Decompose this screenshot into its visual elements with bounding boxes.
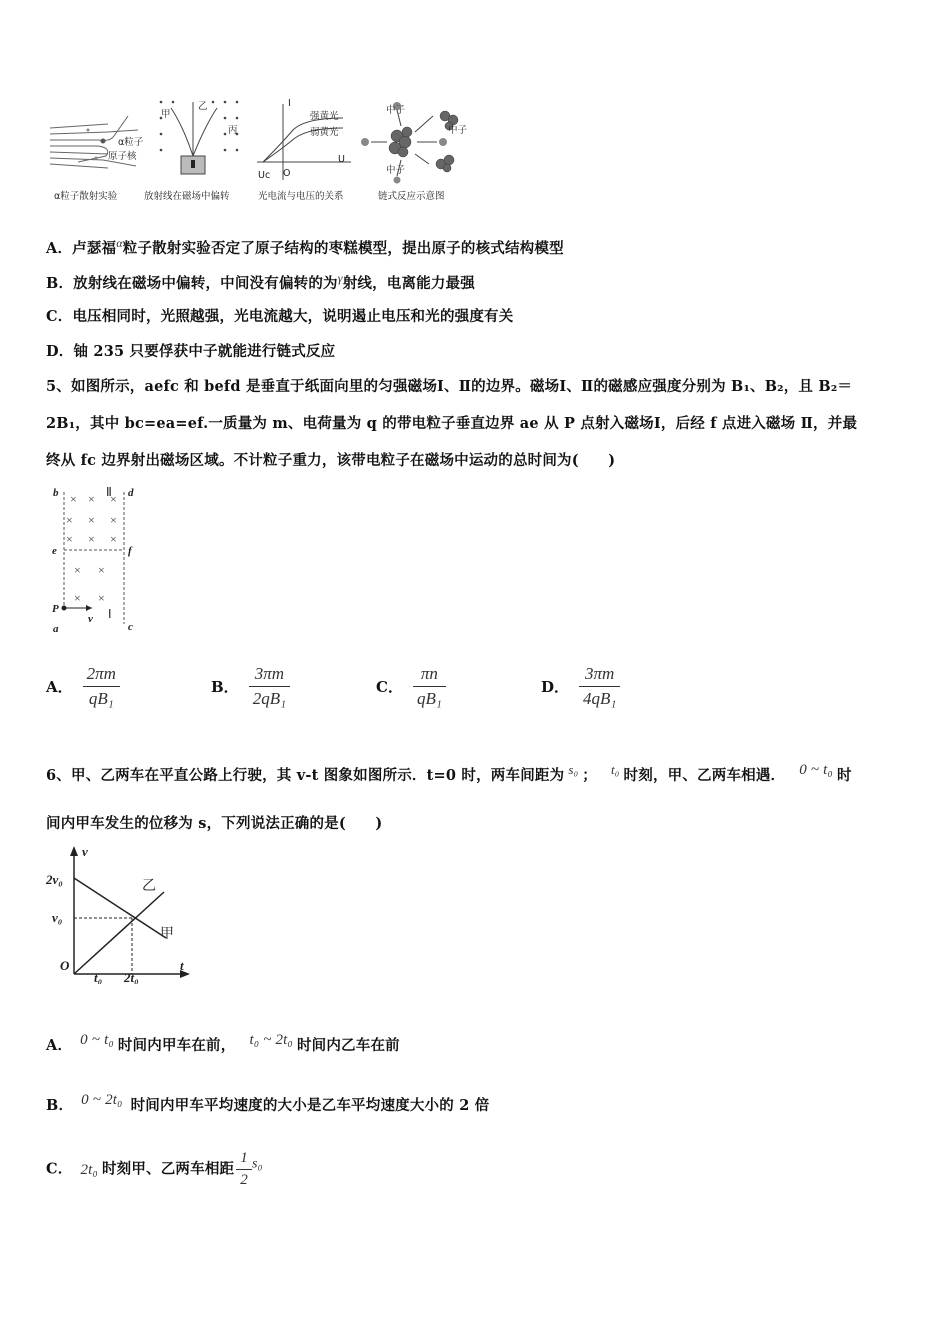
q6-option-c: [46, 1150, 263, 1189]
cross: ×: [66, 513, 73, 527]
q4-option-b: [46, 271, 475, 293]
q6-text: 6、甲、乙两车在平直公路上行驶，其 v-t 图象如图所示．t=0 时，两车间距为: [46, 766, 565, 784]
choice-label: A．: [46, 678, 73, 696]
velocity-v: v: [88, 613, 93, 625]
label-origin-o: O: [283, 168, 291, 179]
q5-choice-b[interactable]: [211, 664, 290, 709]
label-strong-light: 强黄光: [310, 111, 339, 122]
region-2-label: Ⅱ: [106, 485, 112, 499]
q6-stem-line2: 间内甲车发生的位移为 s，下列说法正确的是( ): [46, 815, 383, 832]
figure-row: [48, 96, 478, 206]
math-range: t₀ ~ 2t₀: [249, 1032, 293, 1048]
q5-stem-line3: 终从 fc 边界射出磁场区域。不计粒子重力，该带电粒子在磁场中运动的总时间为( ): [46, 452, 616, 469]
option-label: B．: [46, 1096, 74, 1114]
option-text: 电压相同时，光照越强，光电流越大，说明遏止电压和光的强度有关: [72, 308, 514, 325]
label-neutron-right: 中子: [448, 125, 468, 136]
fraction: [579, 664, 620, 709]
denominator: qB₁: [416, 689, 442, 708]
option-label: A．: [46, 1036, 73, 1054]
math-gamma: γ: [337, 271, 343, 285]
region-1-label: Ⅰ: [108, 607, 112, 621]
label-alpha-particle: α粒子: [118, 137, 144, 148]
numerator: 3πm: [249, 664, 290, 687]
axis-t-label: t: [180, 958, 184, 973]
tick-v0: v₀: [52, 910, 63, 925]
math-range-0-t0: 0 ~ t₀: [799, 762, 833, 778]
numerator: 1: [236, 1150, 252, 1170]
tick-2v0: 2v₀: [46, 872, 63, 887]
line-label-jia: 甲: [160, 927, 174, 942]
cross: ×: [74, 591, 81, 605]
cross: ×: [110, 513, 117, 527]
label-bing: 丙: [228, 125, 238, 136]
label-current: I: [288, 98, 291, 109]
math-range: 0 ~ t₀: [80, 1032, 114, 1048]
cross: ×: [70, 492, 77, 506]
q6-option-b: [46, 1092, 489, 1115]
cross: ×: [98, 591, 105, 605]
label-jia: 甲: [161, 109, 171, 120]
point-b: b: [53, 487, 59, 499]
option-label: B．: [46, 274, 74, 292]
numerator: 2πm: [83, 664, 120, 687]
numerator: πn: [413, 664, 446, 687]
tick-t0: t₀: [94, 970, 103, 984]
cross: ×: [74, 563, 81, 577]
q5-choice-d[interactable]: [541, 664, 620, 709]
math-s0: s₀: [568, 762, 579, 777]
cross: ×: [88, 492, 95, 506]
cross: ×: [88, 513, 95, 527]
axis-v-label: v: [82, 844, 88, 859]
math-s0: s₀: [251, 1156, 263, 1172]
fraction: [83, 664, 120, 709]
caption-radiation-deflection: 放射线在磁场中偏转: [144, 191, 230, 202]
cross: ×: [110, 492, 117, 506]
q5-choice-c[interactable]: [376, 664, 446, 709]
option-label: A．: [46, 239, 73, 257]
option-text: 时间内甲车在前，: [117, 1036, 236, 1054]
q4-option-a: [46, 236, 564, 258]
origin-label: O: [60, 958, 70, 973]
line-label-yi: 乙: [142, 879, 156, 894]
q6-text: ；: [582, 766, 597, 784]
cross: ×: [88, 532, 95, 546]
tick-2t0: 2t₀: [124, 970, 139, 984]
point-e: e: [52, 545, 57, 557]
point-a: a: [53, 623, 59, 635]
option-text: 射线，电离能力最强: [342, 274, 476, 292]
option-label: D．: [46, 343, 74, 360]
option-text: 放射线在磁场中偏转，中间没有偏转的为: [73, 274, 338, 292]
fraction: [249, 664, 290, 709]
label-nucleus: 原子核: [108, 151, 137, 162]
point-d: d: [128, 487, 134, 499]
q5-stem-line2: 2B₁，其中 bc=ea=ef.一质量为 m、电荷量为 q 的带电粒子垂直边界 ae 从 P 点射入磁场Ⅰ，后经 f 点进入磁场 Ⅱ，并最: [46, 415, 858, 432]
label-voltage: U: [338, 154, 345, 165]
caption-alpha-scattering: α粒子散射实验: [54, 191, 118, 202]
math-alpha: α: [116, 236, 123, 250]
math-2t0: 2t₀: [80, 1161, 98, 1178]
chain-reaction-figure: [353, 102, 473, 184]
q6-vt-graph: [46, 842, 196, 984]
point-f: f: [128, 545, 132, 557]
denominator: 2: [240, 1172, 248, 1188]
option-text: 卢瑟福: [72, 239, 117, 257]
fraction: [413, 664, 446, 709]
denominator: 4qB₁: [583, 689, 617, 708]
fraction-half: [236, 1150, 252, 1189]
cross: ×: [110, 532, 117, 546]
label-neutron-top: 中子: [386, 105, 406, 116]
point-p: P: [52, 603, 59, 615]
label-weak-light: 弱黄光: [310, 127, 339, 138]
option-text: 时间内甲车平均速度的大小是乙车平均速度大小的 2 倍: [130, 1096, 490, 1114]
option-label: C．: [46, 308, 73, 325]
caption-chain-reaction: 链式反应示意图: [378, 191, 445, 202]
math-range: 0 ~ 2t₀: [81, 1092, 123, 1108]
cross: ×: [98, 563, 105, 577]
option-text: 时间内乙车在前: [296, 1036, 400, 1054]
q5-choice-a[interactable]: [46, 664, 120, 709]
q6-option-a: [46, 1032, 400, 1055]
option-text: 铀 235 只要俘获中子就能进行链式反应: [73, 343, 336, 360]
q5-stem-line1: 5、如图所示，aefc 和 befd 是垂直于纸面向里的匀强磁场Ⅰ、Ⅱ的边界。磁场Ⅰ、Ⅱ的磁感应强度分别为 B₁、B₂，且 B₂＝: [46, 378, 853, 395]
label-uc: Uc: [258, 170, 271, 181]
denominator: 2qB₁: [252, 689, 286, 708]
label-neutron-bottom: 中子: [386, 165, 406, 176]
numerator: 3πm: [579, 664, 620, 687]
q6-text: 时刻，甲、乙两车相遇．: [623, 766, 786, 784]
math-t0: t₀: [611, 762, 620, 777]
choice-label: C．: [376, 678, 403, 696]
option-text: 时刻甲、乙两车相距: [101, 1160, 235, 1178]
label-yi: 乙: [198, 101, 208, 112]
option-label: C．: [46, 1160, 73, 1178]
cross: ×: [66, 532, 73, 546]
denominator: qB₁: [88, 689, 114, 708]
q4-option-c: [46, 305, 513, 326]
choice-label: B．: [211, 678, 239, 696]
q5-field-figure: [48, 484, 148, 636]
q6-stem-line1: [46, 762, 852, 785]
q6-text: 时: [836, 766, 852, 784]
option-text: 粒子散射实验否定了原子结构的枣糕模型，提出原子的核式结构模型: [122, 239, 564, 257]
choice-label: D．: [541, 678, 570, 696]
caption-photocurrent: 光电流与电压的关系: [258, 191, 344, 202]
q4-option-d: [46, 340, 335, 361]
point-c: c: [128, 621, 133, 633]
